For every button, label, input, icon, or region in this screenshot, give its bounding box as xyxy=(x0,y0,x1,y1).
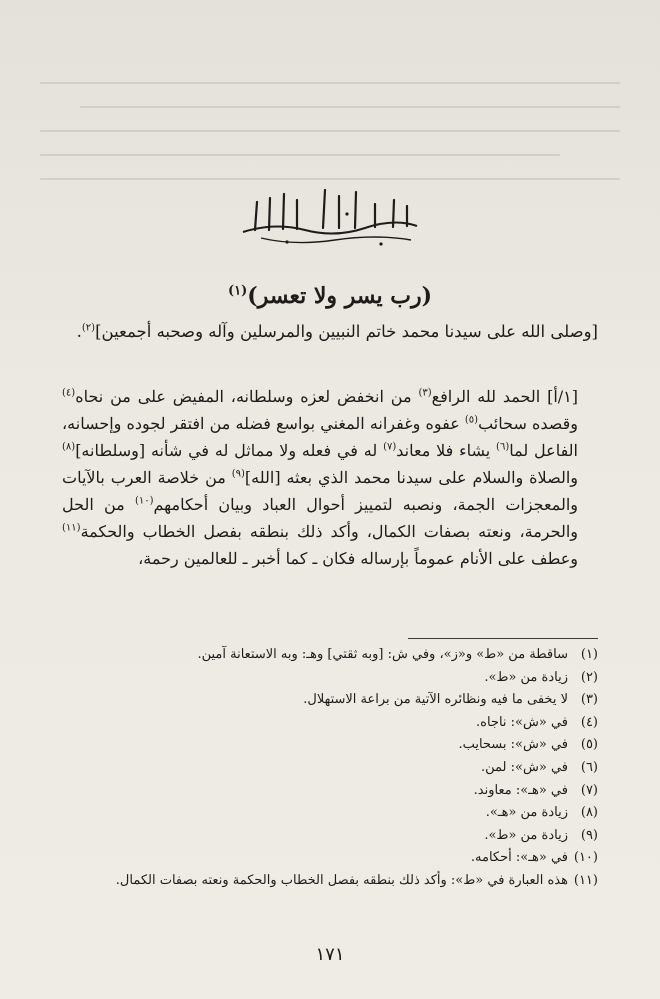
text-run: من الحل والحرمة، ونعته بصفات الكمال، وأكد ذلك بنطقه بفصل الخطاب والحكمة xyxy=(62,495,578,541)
footnote-number: (٦) xyxy=(580,759,598,775)
footnote-ref: (٧) xyxy=(383,441,397,453)
footnote-ref: (٩) xyxy=(231,468,245,480)
footnote-text: زيادة من «ط». xyxy=(484,827,568,843)
text-run: وعطف على الأنام عموماً بإرساله فكان ـ كما أخبر ـ للعالمين رحمة، xyxy=(138,549,578,568)
text-run: له في فعله ولا مماثل له في شأنه [وسلطانه] xyxy=(75,441,384,460)
text-run: والصلاة والسلام على سيدنا محمد الذي بعثه [الله] xyxy=(244,468,578,487)
footnote-number: (٣) xyxy=(580,692,598,708)
blessing-end: . xyxy=(76,322,82,341)
footnote-text: ساقطة من «ط» و«ز»، وفي ش: [وبه ثقتي] وهـ: وبه الاستعانة آمين. xyxy=(197,647,568,662)
footnote-text: زيادة من «ط». xyxy=(484,669,568,685)
basmala-ornament xyxy=(235,180,425,250)
footnote-item xyxy=(62,870,598,893)
blessing-text: [وصلى الله على سيدنا محمد خاتم النبيين والمرسلين وآله وصحبه أجمعين] xyxy=(95,322,598,341)
footnote-ref: (١٠) xyxy=(134,495,154,507)
blessing-paragraph xyxy=(62,318,598,346)
heading-text: (رب يسر ولا تعسر) xyxy=(247,283,432,309)
footnote-item xyxy=(62,734,598,757)
main-paragraph xyxy=(62,383,598,572)
footnote-ref: (٨) xyxy=(62,441,76,453)
text-run: يشاء فلا معاند xyxy=(396,441,497,460)
footnote-ref: (٥) xyxy=(464,414,479,426)
page-number: ١٧١ xyxy=(315,944,345,965)
chapter-heading xyxy=(0,283,660,309)
footnote-text: زيادة من «هـ». xyxy=(485,805,568,821)
footnote-item xyxy=(62,667,598,690)
footnote-ref: (٤) xyxy=(62,387,76,399)
footnote-item xyxy=(62,757,598,780)
text-run: من خلاصة العرب بالآيات والمعجزات الجمة، ونصبه لتمييز أحوال العباد وبيان أحكامهم xyxy=(62,468,578,514)
footnote-text: في «هـ»: أحكامه. xyxy=(470,850,568,866)
main-paragraph-text xyxy=(62,383,598,572)
footnote-ref: (٣) xyxy=(418,387,432,399)
footnote-item xyxy=(62,644,598,667)
footnote-number: (٢) xyxy=(580,669,598,685)
footnote-item xyxy=(62,780,598,803)
blessing-footnote-ref: (٢) xyxy=(81,322,96,334)
footnote-item xyxy=(62,689,598,712)
footnote-ref: (١١) xyxy=(62,522,81,534)
footnotes-list xyxy=(62,644,598,893)
footnote-number: (٨) xyxy=(580,805,598,821)
heading-footnote-ref: (١) xyxy=(228,283,248,299)
text-run: [١/أ] الحمد لله الرافع xyxy=(431,387,579,406)
text-run: عفوه وغفرانه المغني بواسع فضله من افتقر لجوده وإحسانه، الفاعل لما xyxy=(62,414,579,460)
footnote-item xyxy=(62,802,598,825)
footnote-number: (١٠) xyxy=(573,850,598,866)
footnote-separator xyxy=(408,638,598,639)
footnote-item xyxy=(62,712,598,735)
footnote-number: (٧) xyxy=(580,782,598,798)
footnote-text: في «ش»: بسحايب. xyxy=(458,737,568,753)
footnote-item xyxy=(62,847,598,870)
footnote-number: (١) xyxy=(580,647,598,662)
footnote-text: في «ش»: ناجاه. xyxy=(476,714,568,730)
footnote-number: (٥) xyxy=(580,737,598,753)
footnote-number: (٤) xyxy=(580,714,598,730)
footnote-text: هذه العبارة في «ط»: وأكد ذلك بنطقه بفصل الخطاب والحكمة ونعته بصفات الكمال. xyxy=(115,872,568,888)
footnote-number: (٩) xyxy=(580,827,598,843)
text-run: وقصده سحائب xyxy=(478,414,579,433)
footnote-text: في «هـ»: معاوند. xyxy=(473,782,568,798)
footnote-item xyxy=(62,825,598,848)
footnote-text: لا يخفى ما فيه ونظائره الآتية من براعة الاستهلال. xyxy=(303,692,568,708)
footnote-ref: (٦) xyxy=(496,441,510,453)
basmala-calligraphy xyxy=(0,180,660,250)
footnote-text: في «ش»: لمن. xyxy=(481,759,568,775)
text-run: من انخفض لعزه وسلطانه، المفيض على من نحاه xyxy=(75,387,419,406)
footnote-number: (١١) xyxy=(573,872,598,888)
